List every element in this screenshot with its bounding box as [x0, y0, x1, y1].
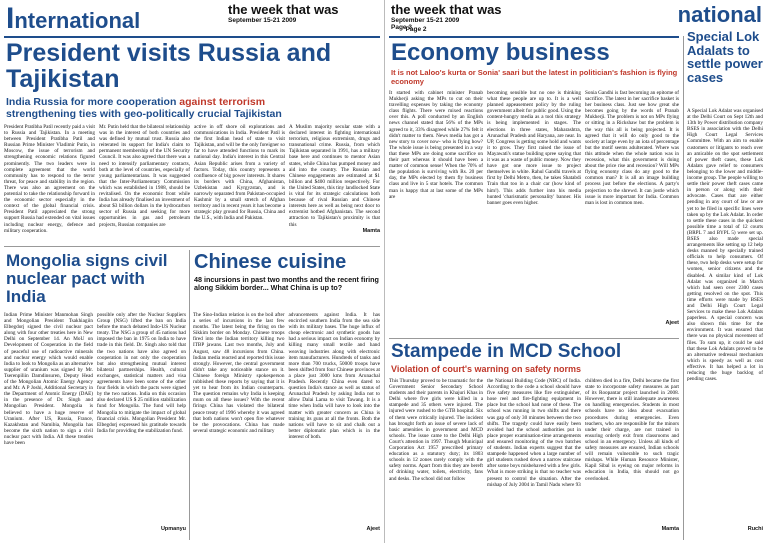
section-masthead-national — [678, 2, 762, 28]
section-name-right: national — [677, 2, 762, 27]
section-name: nternational — [14, 8, 141, 33]
header-rule-right — [389, 36, 679, 38]
stampede-col-2: the National Building Code (NBC) of India. According to the code a school should have five safety measures like fire extinguisher, hose reel and fire-fighting equipment in place but the school had none of these. The school was running in two shifts and there was gap of only 30 minutes between the two shifts. The tragedy could have easily been avoided had the school authorities put in place proper examination-time arrangements and ensured monitoring of the two batches of students. Indian experts suggest that the stampede happened when a large number of girl students rushed down a narrow staircase after some boys misbehaved with a few girls. What is more striking is that no teacher was present to control the situation. After the mishap of July 2004 in Tamil Nadu where 93 — [487, 378, 581, 488]
stampede-col-1: This Thursday proved to be traumatic for the Government Senior Secondary School students and their parents in Khajuri Khas in Delhi where five girls were killed in a stampede and 35 others were injured. The injured were rushed to the GTB hospital. Six of them were critically injured. The incident has brought forth an issue of severe lack of basic amenities in government and MCD schools. The issue came to the Delhi High Court's attention in 1997. Though Municipal Corporation Act 1957 prescribed primary education as a statutory duty; its 1803 schools in 12 zones rarely comply with the safety norms. Apart from this they are bereft of drinking water, toilets, electricity, fans and desks. The school did not follow — [389, 378, 483, 482]
chinese-subhead: 48 incursions in past two months and the recent firing along Sikkim border... What China is up to? — [194, 275, 379, 293]
stampede-col-3: children died in a fire, Delhi became the first state to incorporate safety measures as part of its Roopantar project launched in 2008. However, there is still inadequate awareness on handling emergencies. Students in most schools have no idea about evacuation procedures during emergencies. Even teachers, who are responsible for the minors under their charge, are not trained in ensuring orderly exit from classrooms and school in an emergency. Unless all kinds of safety measures are ensured, Indian schools will remain vulnerable to such tragic mishaps. While Human Resource Minister, Kapil Sibal is eyeing on major reforms in education in India, this should not go overlooked. — [585, 378, 679, 482]
stampede-columns — [389, 378, 679, 540]
stampede-kicker: Violation of court's warning on safety norms — [391, 364, 581, 374]
lead-col-4: A Muslim majority secular state with a declared interest in fighting international terrorism, religious extremism, drugs and transnational crime. Russia, from which Tajikistan separated in 1991, has a military base here and continues to mentor Asian states, while China has pumped money and aid into the country. The Russian and Chinese engagements are estimated at $1 billion and $400 million respectively. For the United States, this tiny landlocked State is vital for its strategic calculations both because of rival Russian and Chinese interests here as well as being next door to extremist hotbed Afghanistan. The second attraction to Tajikistan's proximity is that this — [289, 124, 380, 228]
chinese-byline: Ajeet — [366, 526, 380, 532]
lead-col-1: President Pratibha Patil recently paid a visit to Russia and Tajikistan. In a meeting between President Pratibha Patil and Russian Prime Minister Vladimir Putin, in Moscow, the issue of terrorism and strengthening economic relations figured prominently. The two leaders were in complete agreement that the world community has to respond to the terror threat, for peace and stability in the region. There was also an agreement on the potential to take the relationship forward in the economic sector especially in the context of the global financial crisis. President Patil appreciated the strong support Russia had extended on vital issues including nuclear energy, defence and military cooperation. — [4, 124, 95, 234]
section-divider — [4, 246, 380, 247]
economy-headline: Economy business — [391, 39, 610, 66]
lead-col-3: active in off shore oil explorations and communications in India. President Patil is the first Indian head of state to visit Tajikistan, and will be the only foreigner so far to have attended functions to mark its national day. India's interest in this Central Asian Republic arises from a variety of factors. Today, this country represents a confluence of big power interests. It shares its borders with China, Afghanistan, Uzbekistan and Kyrgyzstan, and is narrowly separated from Pakistan-occupied Kashmir by a small stretch of Afghan territory and in recent years it has become a strategic play ground for Russia, China and the U.S., with India and Pakistan. — [194, 124, 285, 222]
stampede-headline: Stampede in MCD School — [391, 341, 622, 362]
section-masthead-international — [6, 2, 140, 36]
economy-col-1: It started with cabinet minister Pranab Mukherji asking the MPs to cut on their travelling expenses by taking the economy class flights. There were mixed reactions over this. A poll conducted by an English news channel stated that 56% of the MPs agreed to it, 33% disagreed while 27% felt it didn't matter to them. News media has got a new story to cover now- who is flying how? The whole issue is being presented in a way that these MPs are doing some sacrifice on their part whereas it should have been a matter of common sense! When the 70% of the population is surviving with Rs. 20 per day, the MPs elected by them fly business class and live in 5 star hotels. The common man is happy that at last some of the MPs are — [389, 90, 483, 200]
sidebar-byline: Ruchi — [747, 526, 763, 532]
column-divider — [189, 250, 190, 540]
week-title-right: the week that was — [391, 2, 502, 17]
economy-kicker: It is not Laloo's kurta or Sonia' saari but the latest in politician's fashion is flying economy — [391, 68, 678, 86]
lead-columns — [4, 124, 380, 242]
header-rule — [4, 36, 380, 38]
sidebar-body — [687, 108, 763, 540]
page-number: Page 2 — [405, 26, 427, 33]
lead-kicker — [6, 96, 382, 120]
chinese-col-1: The Sino-Indian relation is on the boil after a series of incursions in the last few months. The latest being the firing on the Sikkim border on Monday. Chinese troops fired into the Indian territory killing two ITBP jawans. Last two months, July and August, saw 48 incursions from China. Indian media reacted and reported this issue strongly. However, the central government didn't take any noticeable stance on it. Chinese foreign Ministry spokesperson rubbished these reports by saying that it is yet to hear from its Indian counterparts. The question remains why India is keeping mum on all these issues? With the recent firings China has violated the bilateral peace treaty of 1996 whereby it was agreed that both nations won't open fire whatever be the provocations. China has made several strategic economic and military — [193, 312, 285, 434]
economy-byline: Ajeet — [665, 320, 679, 326]
mongolia-headline: Mongolia signs civil nuclear pact with India — [6, 251, 168, 306]
chinese-headline: Chinese cuisine — [194, 251, 347, 273]
sidebar-divider — [683, 36, 684, 540]
lead-kicker-b: against terrorism — [179, 96, 266, 108]
mongolia-col-2: possible only after the Nuclear Suppliers Group (NSG) lifted the ban on India before the much debated Indo-US Nuclear treaty. The NSG a group of 45 nations had imposed the ban in 1975 on India to have trade in this field. Dr. Singh also told that the two nations have also agreed on cooperation in not only the cooperation but also strengthening mutual interest bilateral partnerships. Health, cultural exchanges, statistical matters and visa agreements have been some of the other four fields in which the pacts were signed by the two nations. India on this occasion also declared US $ 25 million stabilization fund for Mongolia. The fund will help Mongolia to mitigate the impact of global financial crisis. Mongolian President Mr. Elbegdorj expressed his gratitude towards India for providing the stabilization fund. — [97, 312, 186, 434]
week-header-right — [391, 2, 502, 31]
issue-date: September 15-21 2009 — [228, 17, 297, 24]
mongolia-columns — [4, 312, 186, 540]
national-page — [384, 0, 768, 543]
section-divider-right — [389, 338, 679, 339]
lead-kicker-c: strengthening ties with geo-politically crucial Tajikistan — [6, 108, 282, 120]
lead-headline: President visits Russia and Tajikistan — [6, 39, 332, 94]
lead-kicker-a: India Russia for more cooperation — [6, 96, 180, 108]
chinese-columns — [193, 312, 380, 540]
chinese-col-2: advancements against India. It has encircled southern India from the sea side with its military bases. The huge influx of cheap electronic and synthetic goods has had a serious impact on Indian economy by killing many small textile and hand weaving industries along with electronic item manufacturers. Hundreds of tanks and more than 700 trucks, 50000 troops have been shifted from four Chinese provinces at a place just 3000 kms from Arunachal Pradesh. Recently China even dared to question India's stance as well as status of Arunachal Pradesh by asking India not to allow Dalai Lama to visit Tawang. It is a time when India will have to look into the matter with greater concern as China is training its guns at all the fronts. Both the nations will have to sit and chalk out a better diplomatic plan which is in the interest of both. — [288, 312, 380, 440]
economy-col-3: Sonia Gandhi is fast becoming an epitome of sacrifice. The latest in her sacrifice basket is her business class. Just see how great she becomes going by the words of Pranab Mukherji. The problem is not on MPs flying or sitting in a Rickshaw but the problem is the way this all is being projected. It is agreed that it will do only good to the society at large even by an iota of percentage but the motif seems adulterated. Where was this attitude when the whole nation was in recession, what this government is doing about the price rise and recession? Will MPs flying economy class do any good to the common man? It is all an image building process just before the elections. A party's projection to the shrewd. It can jostle which issue is more important for India. Common man is lost in common men. — [585, 90, 679, 206]
issue-date-right: September 15-21 2009 — [391, 17, 460, 24]
mongolia-byline: Upmanyu — [160, 526, 186, 532]
economy-col-2: becoming sensible but no one is thinking what these people are up to. It is a well planned appeasement policy by the ruling government albeit for public good. Using the content-hungry media as a tool this strategy is being implemented in stages. The elections in three states, Maharashtra, Arunachal Pradesh and Haryana, are near. In UP, Congress is getting some hold and wants it to grow. They first raised the issue of Mayawati's statue building spree saying that it was as a waste of public money. Now they have got one more issue to project themselves in white. Rahul Gandhi travels at first by Delhi Metro, then, he takes Shatabdi Train that too in a chair car (how kind of him!). This adds further into his media hunted 'charismatic personality' banner. His banner goes even higher. — [487, 90, 581, 206]
page-number-right: Page 3 — [391, 24, 412, 31]
sidebar-text: A Special Lok Adalat was organised at the Delhi Court on Sept 12th and 13th by Power distribution company BSES in association with the Delhi High Court Legal Services Committee. With an aim to enable customers or litigants to reach over an amicable on the spot settlement of power theft cases, these Lok Adalats gave relief to consumers belonging to the lower and middle-income group. The people willing to settle their power theft cases came in person or along with their advocate. Cases that are either pending in any court of law or are yet to be filed in specific lines were taken up by the Lok Adalat. In order to settle these cases in the quickest possible time a total of 12 courts (BRPL 7 and BYPL 5) were set up. BSES also made special arrangements like setting up 12 help desks manned by specially trained officials to help consumers. Of these, two help desks were setup for women, senior citizens and the disabled. A similar kind of Lok Adalat was organized in March which had seen over 2300 cases getting resolved on the spot. This time efforts were made by BSES and Delhi High Court Legal Services to make these Lok Adalats paperless. A special concern was also shown this time for the environment. It was ensured that there was no physical movement of files. To sum up, it could be said that these Lok Adalats proved to be an alternative redressal mechanism which is speedy as well as cost effective. It has helped a lot in reducing the huge backlog of pending cases. — [687, 108, 763, 383]
economy-columns — [389, 90, 679, 334]
lead-col-2: Mr. Putin held that the bilateral relationship was in the interest of both countries and was defined by mutual trust. Russia also reiterated its support for India's claim to permanent membership of the UN Security Council. It was also agreed that there was a need to intensify parliamentary contacts, both at the level of countries, especially of young parliamentarians. It was suggested that the Inter-Parliamentary Commission which was established in 1988, should be revitalised. On the economic front while India has already finalised an investment of about $3 billion dollars in the hydrocarbon sector of Russia and seeking for more opportunities in gas and petroleum projects, Russian companies are — [99, 124, 190, 228]
week-title: the week that was — [228, 2, 339, 17]
lead-byline: Mamta — [362, 228, 380, 234]
section-initial: I — [6, 2, 15, 35]
sidebar-headline: Special Lok Adalats to settle power cases — [687, 29, 763, 85]
mongolia-col-1: Indian Prime Minister Manmohan Singh and Mongolian President Tsakhiagiin Elbegdorj signed the civil nuclear pact along with four other treaties here in New Delhi on September 14. An MoU on Development of Cooperation in the field of peaceful use of radioactive minerals and nuclear energy which would enable India to look to Mongolia as an alternative supplier of uranium was signed by Mr. Tserenpiliin Damdinsuren, Deputy Head of the Mongolian Atomic Energy Agency and Mr. A P Joshi, Additional Secretary in the Department of Atomic Energy (DAE) in the presence of Dr. Singh and Mongolian President. Mongolia is believed to have a huge reserve of Uranium. After US, Russia, France, Kazakhstan and Namibia, Mongolia has become the sixth nation to sign a civil nuclear pact with India. All these treaties have been — [4, 312, 93, 446]
stampede-byline: Mamta — [661, 526, 679, 532]
